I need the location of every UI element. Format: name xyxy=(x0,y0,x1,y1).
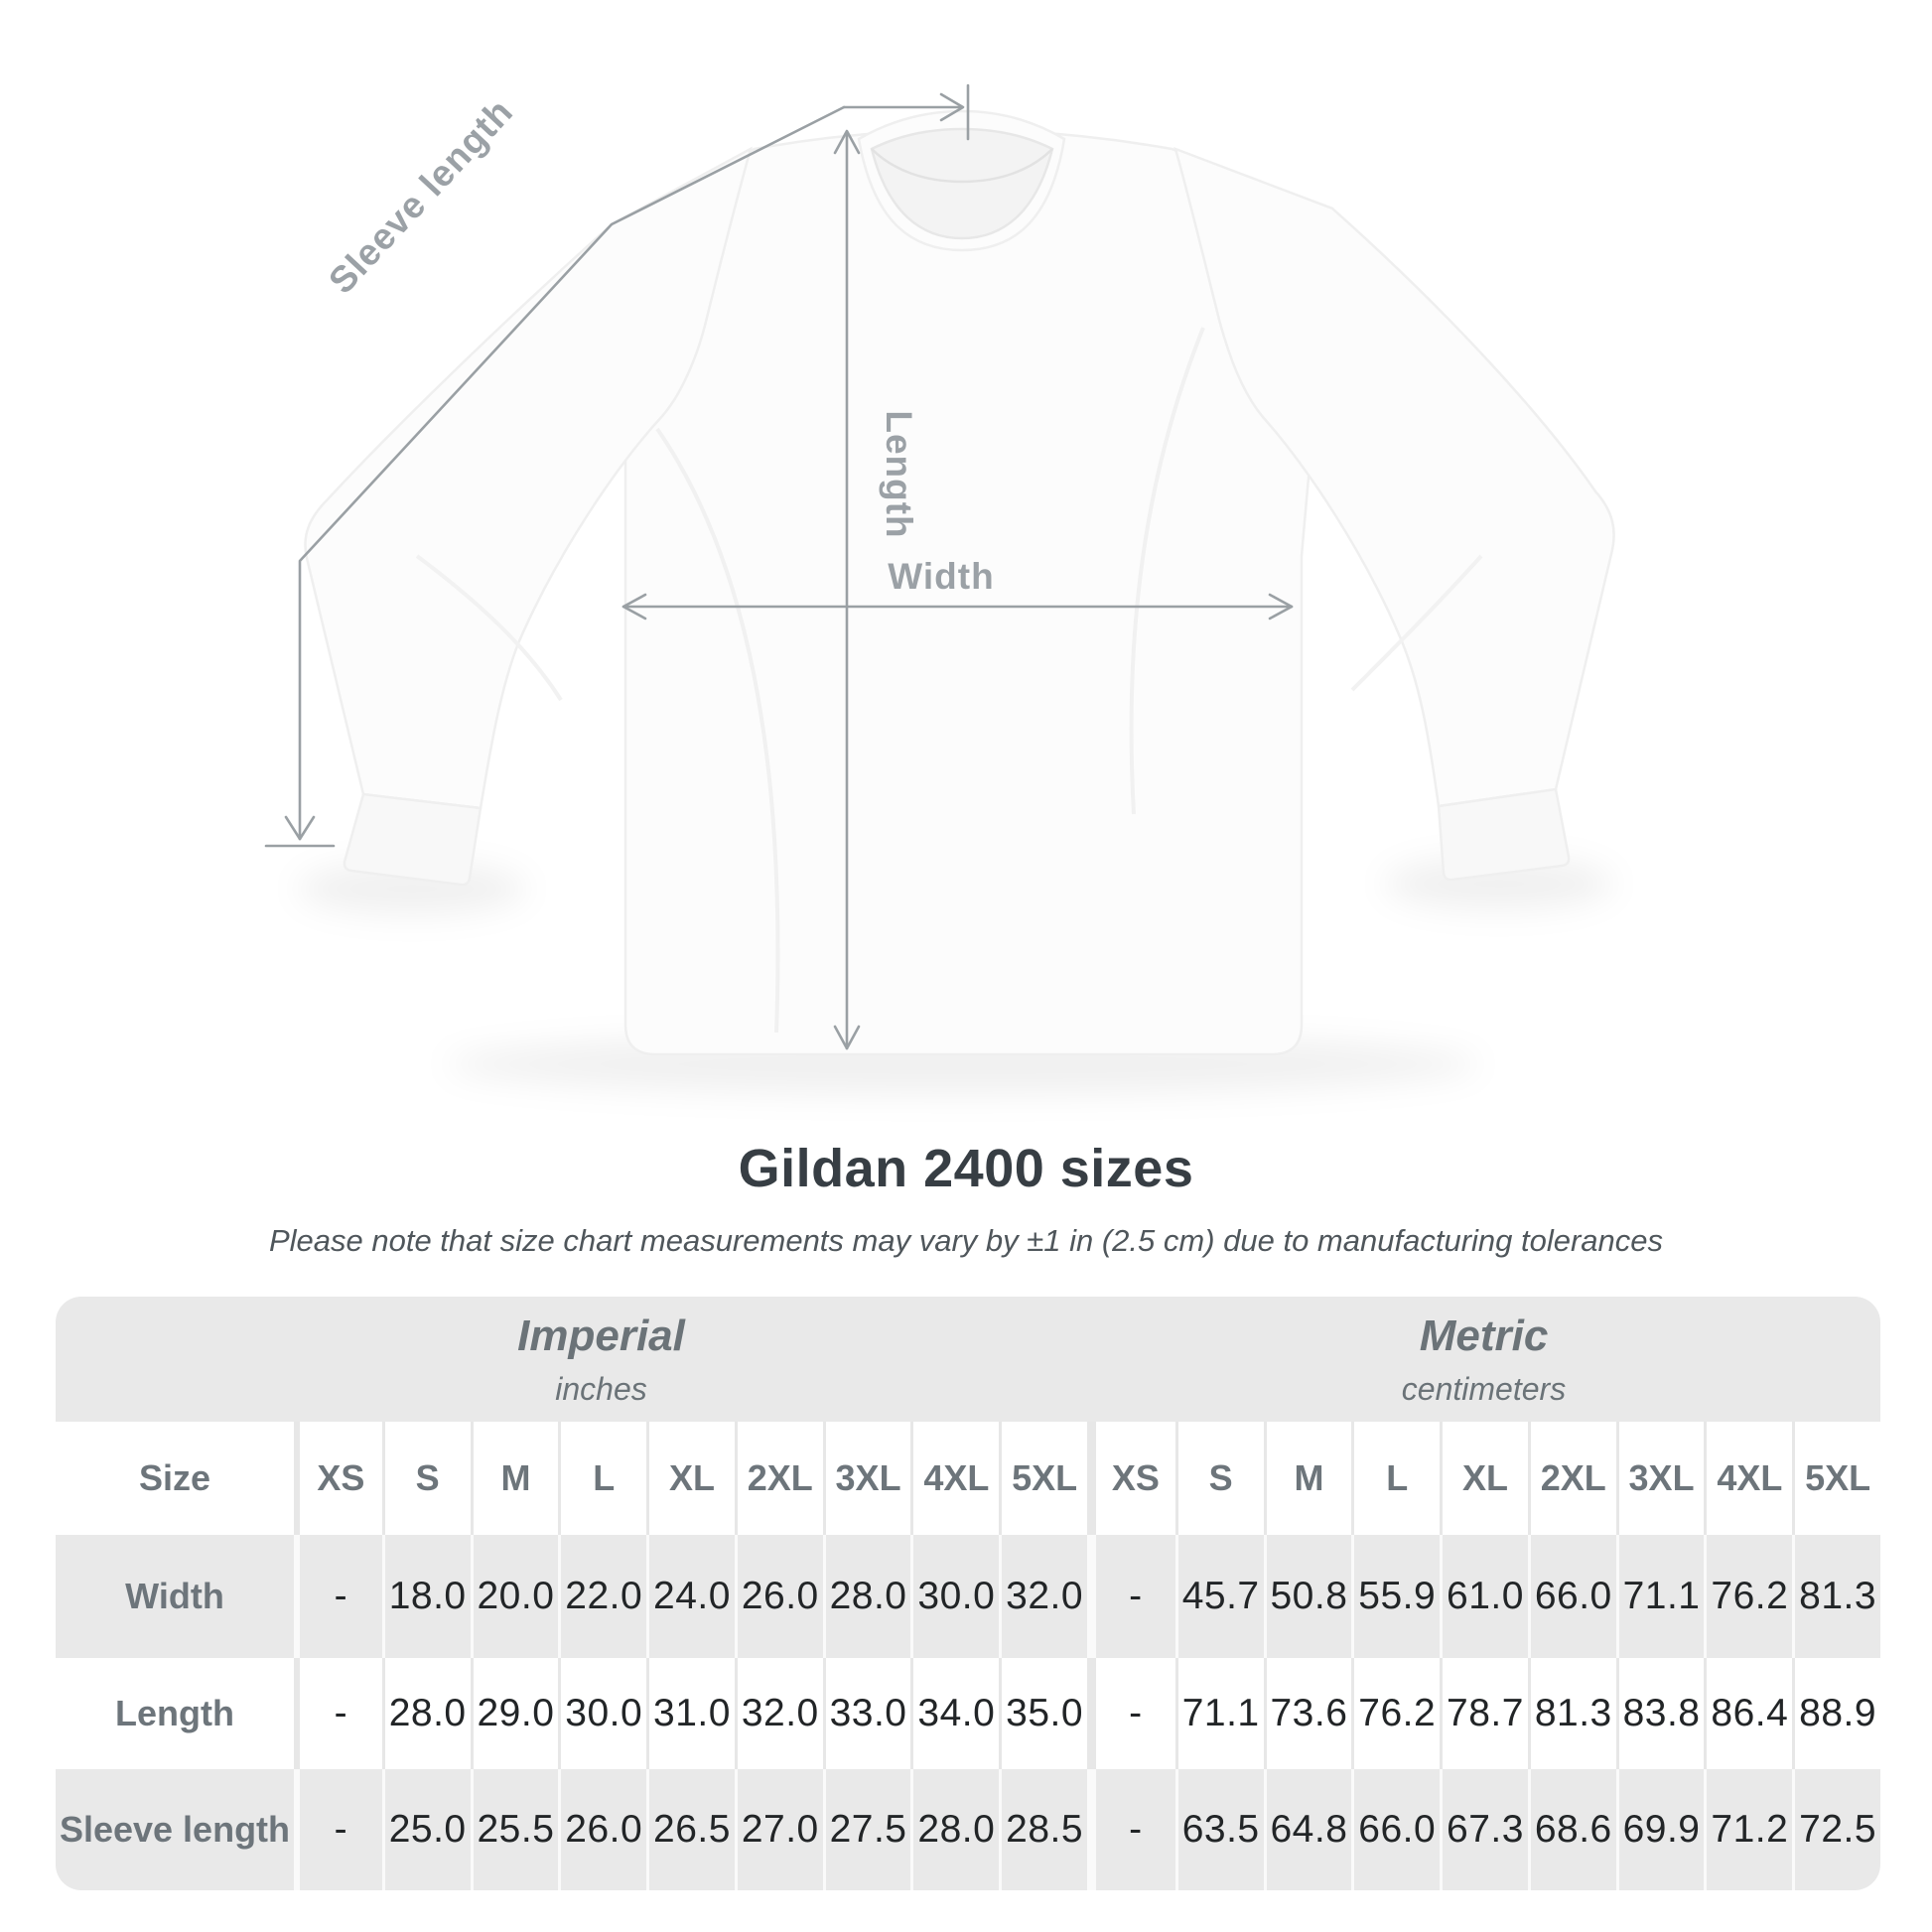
length-label: Length xyxy=(879,410,919,539)
value-cell: 35.0 xyxy=(999,1658,1087,1769)
tolerance-note: Please note that size chart measurements may vary by ±1 in (2.5 cm) due to manufacturing tolerances xyxy=(268,1223,1664,1258)
size-header-xl: XL xyxy=(1440,1422,1528,1535)
value-cell: 29.0 xyxy=(471,1658,559,1769)
value-cell: 31.0 xyxy=(646,1658,735,1769)
size-header-5xl: 5XL xyxy=(1792,1422,1880,1535)
row-label: Length xyxy=(115,1693,234,1733)
metric-unit: centimeters xyxy=(1401,1370,1567,1407)
value-cell: 76.2 xyxy=(1704,1535,1792,1658)
size-header-xs: XS xyxy=(294,1422,382,1535)
size-header-s: S xyxy=(382,1422,471,1535)
value-cell: - xyxy=(1087,1769,1175,1890)
size-header-s: S xyxy=(1175,1422,1264,1535)
width-label: Width xyxy=(888,556,995,597)
value-cell: 27.5 xyxy=(823,1769,911,1890)
value-cell: 71.1 xyxy=(1616,1535,1705,1658)
value-cell: 18.0 xyxy=(382,1535,471,1658)
value-cell: 45.7 xyxy=(1175,1535,1264,1658)
value-cell: 27.0 xyxy=(735,1769,823,1890)
value-cell: 25.5 xyxy=(471,1769,559,1890)
value-cell: 68.6 xyxy=(1528,1769,1616,1890)
size-corner-header: Size xyxy=(138,1457,211,1498)
size-header-row xyxy=(56,1422,1880,1535)
value-cell: 66.0 xyxy=(1351,1769,1440,1890)
value-cell: 25.0 xyxy=(382,1769,471,1890)
value-cell: 55.9 xyxy=(1351,1535,1440,1658)
value-cell: 66.0 xyxy=(1528,1535,1616,1658)
value-cell: 64.8 xyxy=(1264,1769,1352,1890)
value-cell: 28.0 xyxy=(910,1769,999,1890)
value-cell: 78.7 xyxy=(1440,1658,1528,1769)
value-cell: 72.5 xyxy=(1792,1769,1880,1890)
value-cell: 26.0 xyxy=(735,1535,823,1658)
value-cell: 67.3 xyxy=(1440,1769,1528,1890)
imperial-unit: inches xyxy=(555,1370,647,1407)
size-header-xs: XS xyxy=(1087,1422,1175,1535)
row-label: Sleeve length xyxy=(59,1809,291,1850)
value-cell: 63.5 xyxy=(1175,1769,1264,1890)
value-cell: 61.0 xyxy=(1440,1535,1528,1658)
value-cell: 30.0 xyxy=(558,1658,646,1769)
value-cell: 86.4 xyxy=(1704,1658,1792,1769)
value-cell: 32.0 xyxy=(735,1658,823,1769)
value-cell: 83.8 xyxy=(1616,1658,1705,1769)
value-cell: 69.9 xyxy=(1616,1769,1705,1890)
value-cell: 22.0 xyxy=(558,1535,646,1658)
size-header-2xl: 2XL xyxy=(735,1422,823,1535)
value-cell: 26.5 xyxy=(646,1769,735,1890)
unit-group-header xyxy=(56,1297,1880,1422)
size-header-xl: XL xyxy=(646,1422,735,1535)
size-header-m: M xyxy=(471,1422,559,1535)
value-cell: 76.2 xyxy=(1351,1658,1440,1769)
value-cell: - xyxy=(294,1658,382,1769)
size-header-3xl: 3XL xyxy=(823,1422,911,1535)
value-cell: - xyxy=(1087,1658,1175,1769)
shirt-right-cuff xyxy=(1439,789,1569,880)
value-cell: 28.0 xyxy=(823,1535,911,1658)
table-row-length xyxy=(56,1658,1880,1769)
value-cell: - xyxy=(294,1769,382,1890)
table-row-width xyxy=(56,1535,1880,1658)
value-cell: - xyxy=(294,1535,382,1658)
imperial-group-header xyxy=(56,1297,1087,1422)
size-header-l: L xyxy=(558,1422,646,1535)
size-header-m: M xyxy=(1264,1422,1352,1535)
heading-block xyxy=(0,1138,1932,1259)
page-title: Gildan 2400 sizes xyxy=(738,1139,1194,1198)
imperial-label: Imperial xyxy=(517,1311,685,1360)
metric-label: Metric xyxy=(1419,1311,1549,1360)
value-cell: - xyxy=(1087,1535,1175,1658)
value-cell: 26.0 xyxy=(558,1769,646,1890)
size-header-4xl: 4XL xyxy=(1704,1422,1792,1535)
sleeve-length-label: Sleeve length xyxy=(321,90,521,302)
size-header-2xl: 2XL xyxy=(1528,1422,1616,1535)
value-cell: 34.0 xyxy=(910,1658,999,1769)
value-cell: 81.3 xyxy=(1528,1658,1616,1769)
metric-group-header xyxy=(1087,1297,1880,1422)
value-cell: 32.0 xyxy=(999,1535,1087,1658)
value-cell: 71.1 xyxy=(1175,1658,1264,1769)
value-cell: 88.9 xyxy=(1792,1658,1880,1769)
value-cell: 81.3 xyxy=(1792,1535,1880,1658)
value-cell: 28.5 xyxy=(999,1769,1087,1890)
size-chart-table xyxy=(56,1297,1880,1890)
table-row-sleeve-length xyxy=(56,1769,1880,1890)
value-cell: 33.0 xyxy=(823,1658,911,1769)
value-cell: 30.0 xyxy=(910,1535,999,1658)
value-cell: 24.0 xyxy=(646,1535,735,1658)
value-cell: 20.0 xyxy=(471,1535,559,1658)
row-label: Width xyxy=(125,1576,224,1616)
value-cell: 28.0 xyxy=(382,1658,471,1769)
size-header-5xl: 5XL xyxy=(999,1422,1087,1535)
size-header-4xl: 4XL xyxy=(910,1422,999,1535)
size-header-3xl: 3XL xyxy=(1616,1422,1705,1535)
shirt-left-cuff xyxy=(345,794,481,885)
value-cell: 50.8 xyxy=(1264,1535,1352,1658)
value-cell: 71.2 xyxy=(1704,1769,1792,1890)
size-header-l: L xyxy=(1351,1422,1440,1535)
value-cell: 73.6 xyxy=(1264,1658,1352,1769)
